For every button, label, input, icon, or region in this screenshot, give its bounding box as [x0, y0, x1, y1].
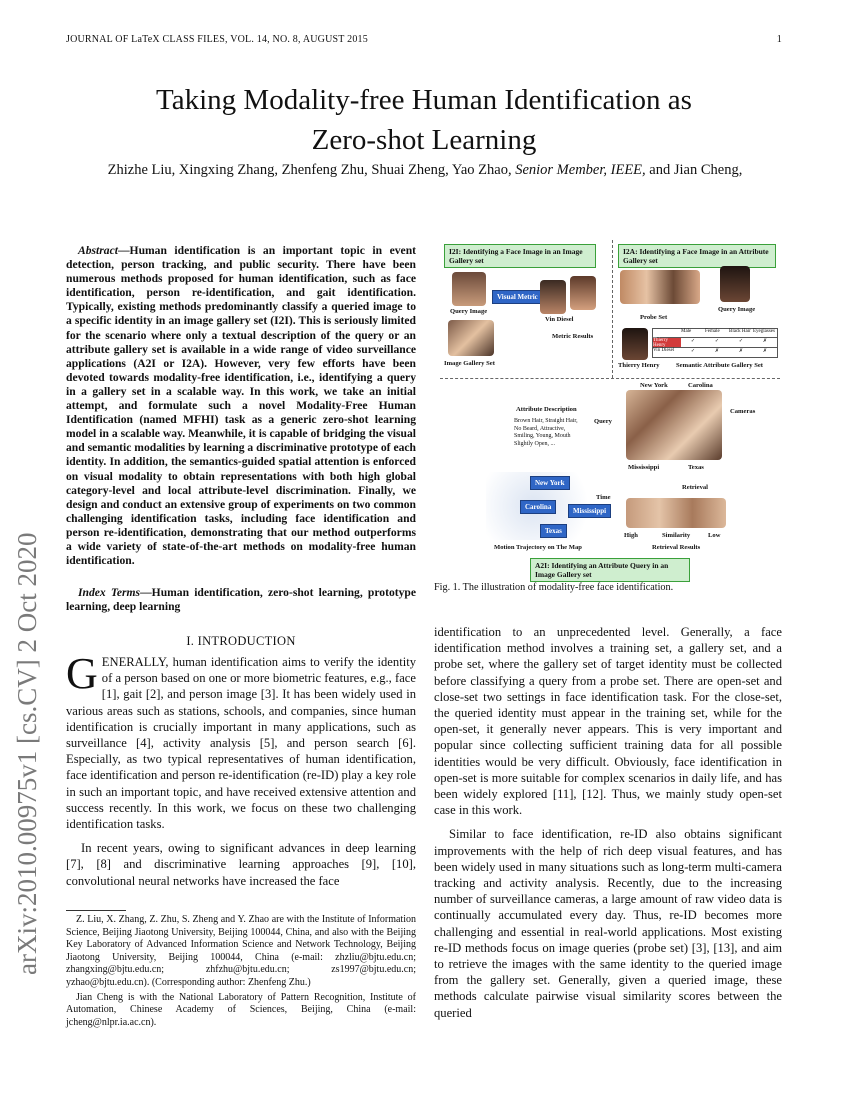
- metric-results-label: Metric Results: [552, 333, 594, 340]
- authors-part-b: Senior Member, IEEE,: [515, 162, 646, 178]
- authors-part-a: Zhizhe Liu, Xingxing Zhang, Zhenfeng Zhu, Shuai Zheng, Yao Zhao,: [107, 162, 512, 178]
- thierry-henry-face: [622, 328, 648, 360]
- right-paragraph-1: identification to an unprecedented level. Generally, a face identification method involves a training set, a gallery set, and a probe set, where the gallery set of target identity must be collected before classifying a query from a probe set. There are open-set and close-set two settings in face identification task. For the close-set, the queried identity must appear in the training set, while for the open-set, it generally never appears. This is very important and popular since collecting sufficient training data for all possible identities would be very difficult. Obviously, face identification in open-set is more suitable for complex scenarios in daily life, and has been widely explored [11], [12]. Thus, we mainly study open-set case in this work.: [434, 625, 782, 818]
- figure-divider-h: [440, 378, 780, 379]
- high-label: High: [624, 532, 638, 539]
- attribute-description-label: Attribute Description: [516, 406, 577, 413]
- page-number: 1: [776, 34, 782, 45]
- check-cell: ✓: [714, 339, 720, 344]
- retrieval-label: Retrieval: [682, 484, 708, 491]
- attr-col-eyeglasses: Eyeglasses: [753, 329, 775, 334]
- cross-cell: ✗: [762, 339, 768, 344]
- attribute-table: [652, 328, 778, 358]
- intro-paragraph-2: In recent years, owing to significant advances in deep learning [7], [8] and discriminative learning approaches [9], [10], convolutional neural networks have increased the face: [66, 841, 416, 888]
- cross-cell: ✗: [714, 349, 720, 354]
- attr-row-label-2: Vin Diesel: [653, 348, 675, 353]
- figure-1: [440, 240, 780, 579]
- time-label: Time: [596, 494, 611, 501]
- result-face-2: [570, 276, 596, 310]
- query-face-2: [720, 266, 750, 302]
- retrieval-result-faces: [626, 498, 726, 528]
- vin-diesel-label: Vin Diesel: [545, 316, 574, 323]
- query-face-image: [452, 272, 486, 306]
- a2i-title: A2I: Identifying an Attribute Query in an Image Gallery set: [530, 558, 690, 582]
- footnote-rule: [66, 910, 126, 911]
- authors-part-c: and Jian Cheng,: [649, 162, 743, 178]
- check-cell: ✓: [738, 339, 744, 344]
- semantic-attribute-gallery-label: Semantic Attribute Gallery Set: [676, 362, 763, 369]
- index-terms-text: —Human identification, zero-shot learning, prototype learning, deep learning: [66, 586, 416, 614]
- map-new-york: New York: [530, 476, 570, 490]
- probe-faces: [620, 270, 700, 304]
- map-mississippi: Mississippi: [568, 504, 611, 518]
- similarity-label: Similarity: [662, 532, 691, 539]
- attr-col-female: Female: [705, 329, 720, 334]
- paper-title: [66, 80, 782, 160]
- camera-gallery-faces: [626, 390, 722, 460]
- thierry-henry-label: Thierry Henry: [618, 362, 660, 369]
- visual-metric-label: Visual Metric: [492, 290, 543, 304]
- new-york-label: New York: [640, 382, 668, 389]
- intro-left-column: [66, 649, 417, 889]
- footnote-1: Z. Liu, X. Zhang, Z. Zhu, S. Zheng and Y. Zhao are with the Institute of Information Science, Beijing Jiaotong University, Beijing 100044, China, and also with the Beijing Key Laboratory of Advanced Information Science and Network Technology, Beijing Jiaotong University, Beijing 100044, China (e-mail: zhzliu@bjtu.edu.cn; zhangxing@bjtu.edu.cn; zhfzhu@bjtu.edu.cn; zs1997@bjtu.edu.cn; yzhao@bjtu.edu.cn). (Corresponding author: Zhenfeng Zhu.): [66, 914, 416, 988]
- map-carolina: Carolina: [520, 500, 556, 514]
- author-footnotes: [66, 910, 416, 1031]
- index-terms-label: Index Terms: [78, 586, 141, 599]
- query-image-2-label: Query Image: [718, 306, 756, 313]
- low-label: Low: [708, 532, 721, 539]
- title-line-2: Zero-shot Learning: [311, 124, 537, 156]
- result-face-1: [540, 280, 566, 314]
- texas-label: Texas: [688, 464, 704, 471]
- retrieval-results-label: Retrieval Results: [652, 544, 701, 551]
- mississippi-label: Mississippi: [628, 464, 660, 471]
- running-header: [66, 34, 782, 45]
- abstract-label: Abstract: [78, 244, 118, 257]
- intro-p1-text: ENERALLY, human identification aims to verify the identity of a person based on one or more biometric features, e.g., face [1], gait [2], and person image [3]. It has been widely used in various areas such as stations, schools, and companies, since human identification is crucially important in many applications, such as surveillance [4], activity analysis [5], and person search [6]. Especially, as two typical representatives of human identification, face identification and person re-identification (re-ID) play a key role in such an important topic, and have received extensive attention and success recently. In this work, we focus on these two challenging identification tasks.: [66, 655, 417, 832]
- attr-col-male: Male: [681, 329, 692, 334]
- section-title: I. INTRODUCTION: [186, 634, 296, 648]
- cross-cell: ✗: [738, 349, 744, 354]
- check-cell: ✓: [690, 349, 696, 354]
- map-texas: Texas: [540, 524, 567, 538]
- cameras-label: Cameras: [730, 408, 756, 415]
- i2i-title: I2I: Identifying a Face Image in an Image Gallery set: [444, 244, 596, 268]
- image-gallery-faces: [448, 320, 494, 356]
- i2a-title: I2A: Identifying a Face Image in an Attribute Gallery set: [618, 244, 776, 268]
- attribute-row-1: [653, 338, 777, 348]
- motion-trajectory-label: Motion Trajectory on The Map: [494, 544, 582, 551]
- probe-set-label: Probe Set: [640, 314, 668, 321]
- attr-col-black-hair: Black Hair: [729, 329, 751, 334]
- attr-row-label-1: Thierry Henry: [653, 338, 681, 347]
- attribute-description-text: Brown Hair, Straight Hair, No Beard, Attractive, Smiling, Young, Mouth Slightly Open, ...: [514, 418, 578, 447]
- figure-divider-v: [612, 240, 613, 378]
- carolina-label: Carolina: [688, 382, 713, 389]
- cross-cell: ✗: [762, 349, 768, 354]
- arxiv-watermark: arXiv:2010.00975v1 [cs.CV] 2 Oct 2020: [12, 532, 42, 975]
- image-gallery-set-label: Image Gallery Set: [444, 360, 495, 367]
- attribute-header-row: [653, 329, 777, 338]
- query-label: Query: [594, 418, 612, 425]
- index-terms: [66, 586, 416, 614]
- intro-paragraph-1: [66, 649, 417, 832]
- abstract: [66, 244, 416, 568]
- title-line-1: Taking Modality-free Human Identification as: [156, 84, 692, 116]
- check-cell: ✓: [690, 339, 696, 344]
- query-image-label: Query Image: [450, 308, 488, 315]
- intro-right-column: [434, 624, 782, 1021]
- right-paragraph-2: Similar to face identification, re-ID also obtains significant improvements with the help of rich deep visual features, and has been widely used in many situations such as long-term multi-camera tracking and activity analysis. Recently, due to the increasing number of surveillance cameras, a large amount of raw video data is continually accumulated every day. Thus, re-ID becomes more challenging and essential in real-world applications. Most existing re-ID methods focus on image queries (probe set) [3], [13], and aim to retrieve the images with the same identity to the queried image from the gallery set. Generally, given a queried image, these methods calculate pairwise visual similarity scores between the queried: [434, 827, 782, 1020]
- abstract-text: —Human identification is an important topic in event detection, person tracking, and public security. There have been numerous methods proposed for human identification, such as face identification, person re-identification, and gait identification. Typically, existing methods predominantly classify a queried image to a specific identity in an image gallery set (I2I). This is seriously limited for the scenario where only a textual description of the query or an attribute gallery set is available in a wide range of video surveillance applications (A2I or I2A). However, very few efforts have been devoted towards modality-free identification, i.e., identifying a query in a gallery set in a scalable way. In this work, we take an initial attempt, and formulate such a novel Modality-Free Human Identification (named MFHI) task as a generic zero-shot learning model in a scalable way. Meanwhile, it is capable of bridging the visual and semantic modalities by learning a discriminative prototype of each identity. In addition, the semantics-guided spatial attention is enforced on visual modality to obtain representations with both high global category-level and local attribute-level discrimination. Finally, we design and conduct an extensive group of experiments on two common challenging identification tasks, including face identification and person re-identification, demonstrating that our method outperforms a wide variety of state-of-the-art methods on modality-free human identification.: [66, 244, 416, 568]
- footnote-2: Jian Cheng is with the National Laboratory of Pattern Recognition, Institute of Automation, Chinese Academy of Sciences, Beijing, China (e-mail: jcheng@nlpr.ia.ac.cn).: [66, 991, 416, 1028]
- journal-name: JOURNAL OF LaTeX CLASS FILES, VOL. 14, NO. 8, AUGUST 2015: [66, 34, 368, 45]
- attribute-row-2: [653, 348, 777, 357]
- drop-cap: G: [66, 649, 98, 698]
- figure-caption: Fig. 1. The illustration of modality-free face identification.: [434, 582, 674, 593]
- author-list: [40, 162, 810, 179]
